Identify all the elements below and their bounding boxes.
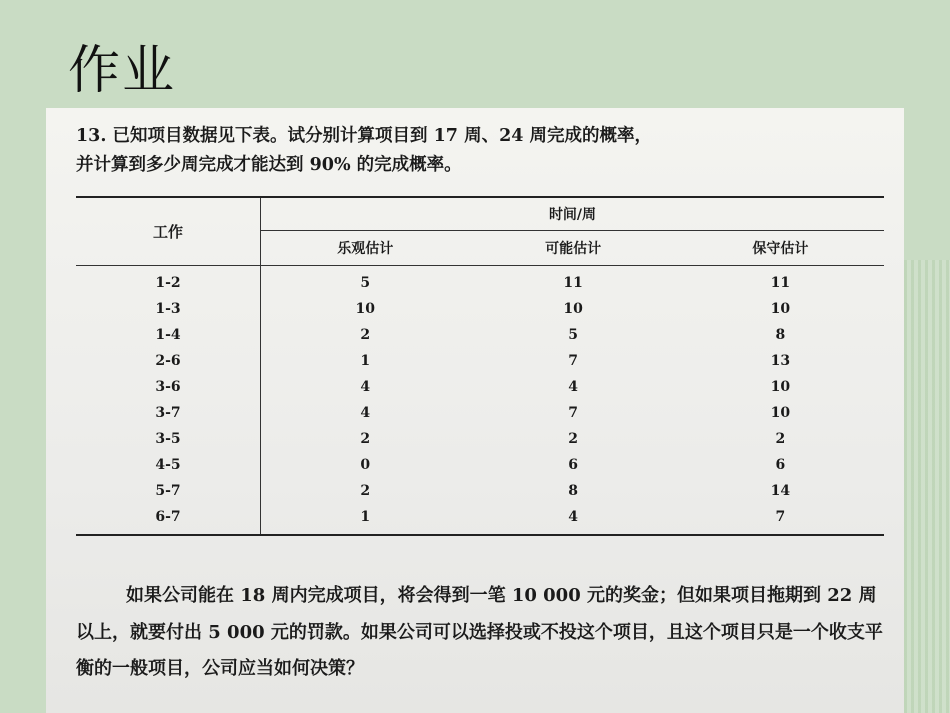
work-cell: 5-7 xyxy=(76,478,261,504)
work-cell: 3-7 xyxy=(76,400,261,426)
work-cell: 3-6 xyxy=(76,374,261,400)
optimistic-cell: 2 xyxy=(360,483,371,499)
likely-cell: 10 xyxy=(563,301,583,317)
time-column-header: 时间/周 xyxy=(261,197,885,231)
table-body xyxy=(76,266,884,536)
optimistic-cell: 1 xyxy=(360,353,371,369)
slide-title: 作业 xyxy=(68,41,177,101)
likely-cell: 6 xyxy=(568,457,579,473)
pessimistic-cell: 11 xyxy=(770,275,791,291)
likely-cell: 11 xyxy=(563,275,583,291)
table-row xyxy=(76,452,884,478)
table-row xyxy=(76,504,884,535)
likely-cell: 5 xyxy=(568,327,579,343)
pessimistic-header: 保守估计 xyxy=(677,231,884,266)
work-column-header: 工作 xyxy=(76,197,261,266)
data-table-wrapper xyxy=(76,196,884,536)
optimistic-cell: 2 xyxy=(360,327,371,343)
optimistic-cell: 5 xyxy=(360,275,371,291)
optimistic-cell: 10 xyxy=(355,301,376,317)
likely-cell: 4 xyxy=(568,379,579,395)
question-line-1: 13. 已知项目数据见下表。试分别计算项目到 17 周、24 周完成的概率， xyxy=(76,126,653,146)
decision-paragraph: 如果公司能在 18 周内完成项目，将会得到一笔 10 000 元的奖金；但如果项目拖期到 22 周以上，就要付出 5 000 元的罚款。如果公司可以选择投或不投这个项目，且这个项目只是一个收支平衡的一般项目，公司应当如何决策？ xyxy=(76,585,883,679)
pessimistic-cell: 10 xyxy=(770,405,791,421)
question-line-2: 并计算到多少周完成才能达到 90% 的完成概率。 xyxy=(76,155,462,175)
likely-cell: 8 xyxy=(568,483,579,499)
table-row xyxy=(76,296,884,322)
table-row xyxy=(76,266,884,297)
pessimistic-cell: 14 xyxy=(770,483,791,499)
work-cell: 1-3 xyxy=(76,296,261,322)
table-row xyxy=(76,374,884,400)
work-cell: 4-5 xyxy=(76,452,261,478)
pessimistic-cell: 7 xyxy=(677,504,884,535)
pessimistic-cell: 8 xyxy=(775,327,786,343)
table-row xyxy=(76,426,884,452)
likely-cell: 7 xyxy=(568,353,579,369)
work-cell: 6-7 xyxy=(76,504,261,535)
pessimistic-cell: 2 xyxy=(775,431,786,447)
optimistic-cell: 4 xyxy=(360,379,371,395)
likely-cell: 4 xyxy=(470,504,677,535)
likely-cell: 7 xyxy=(568,405,579,421)
table-row xyxy=(76,478,884,504)
optimistic-cell: 1 xyxy=(261,504,470,535)
pessimistic-cell: 10 xyxy=(770,379,791,395)
optimistic-cell: 0 xyxy=(360,457,371,473)
pessimistic-cell: 10 xyxy=(770,301,791,317)
scanned-page xyxy=(46,108,904,713)
work-cell: 1-2 xyxy=(76,266,261,297)
likely-header: 可能估计 xyxy=(470,231,677,266)
pessimistic-cell: 6 xyxy=(775,457,786,473)
likely-cell: 2 xyxy=(568,431,579,447)
optimistic-header: 乐观估计 xyxy=(261,231,470,266)
table-row xyxy=(76,322,884,348)
pessimistic-cell: 13 xyxy=(770,353,791,369)
optimistic-cell: 2 xyxy=(360,431,371,447)
table-row xyxy=(76,348,884,374)
data-table xyxy=(76,196,884,536)
table-row xyxy=(76,400,884,426)
optimistic-cell: 4 xyxy=(360,405,371,421)
work-cell: 1-4 xyxy=(76,322,261,348)
work-cell: 3-5 xyxy=(76,426,261,452)
question-text xyxy=(76,122,886,180)
work-cell: 2-6 xyxy=(76,348,261,374)
